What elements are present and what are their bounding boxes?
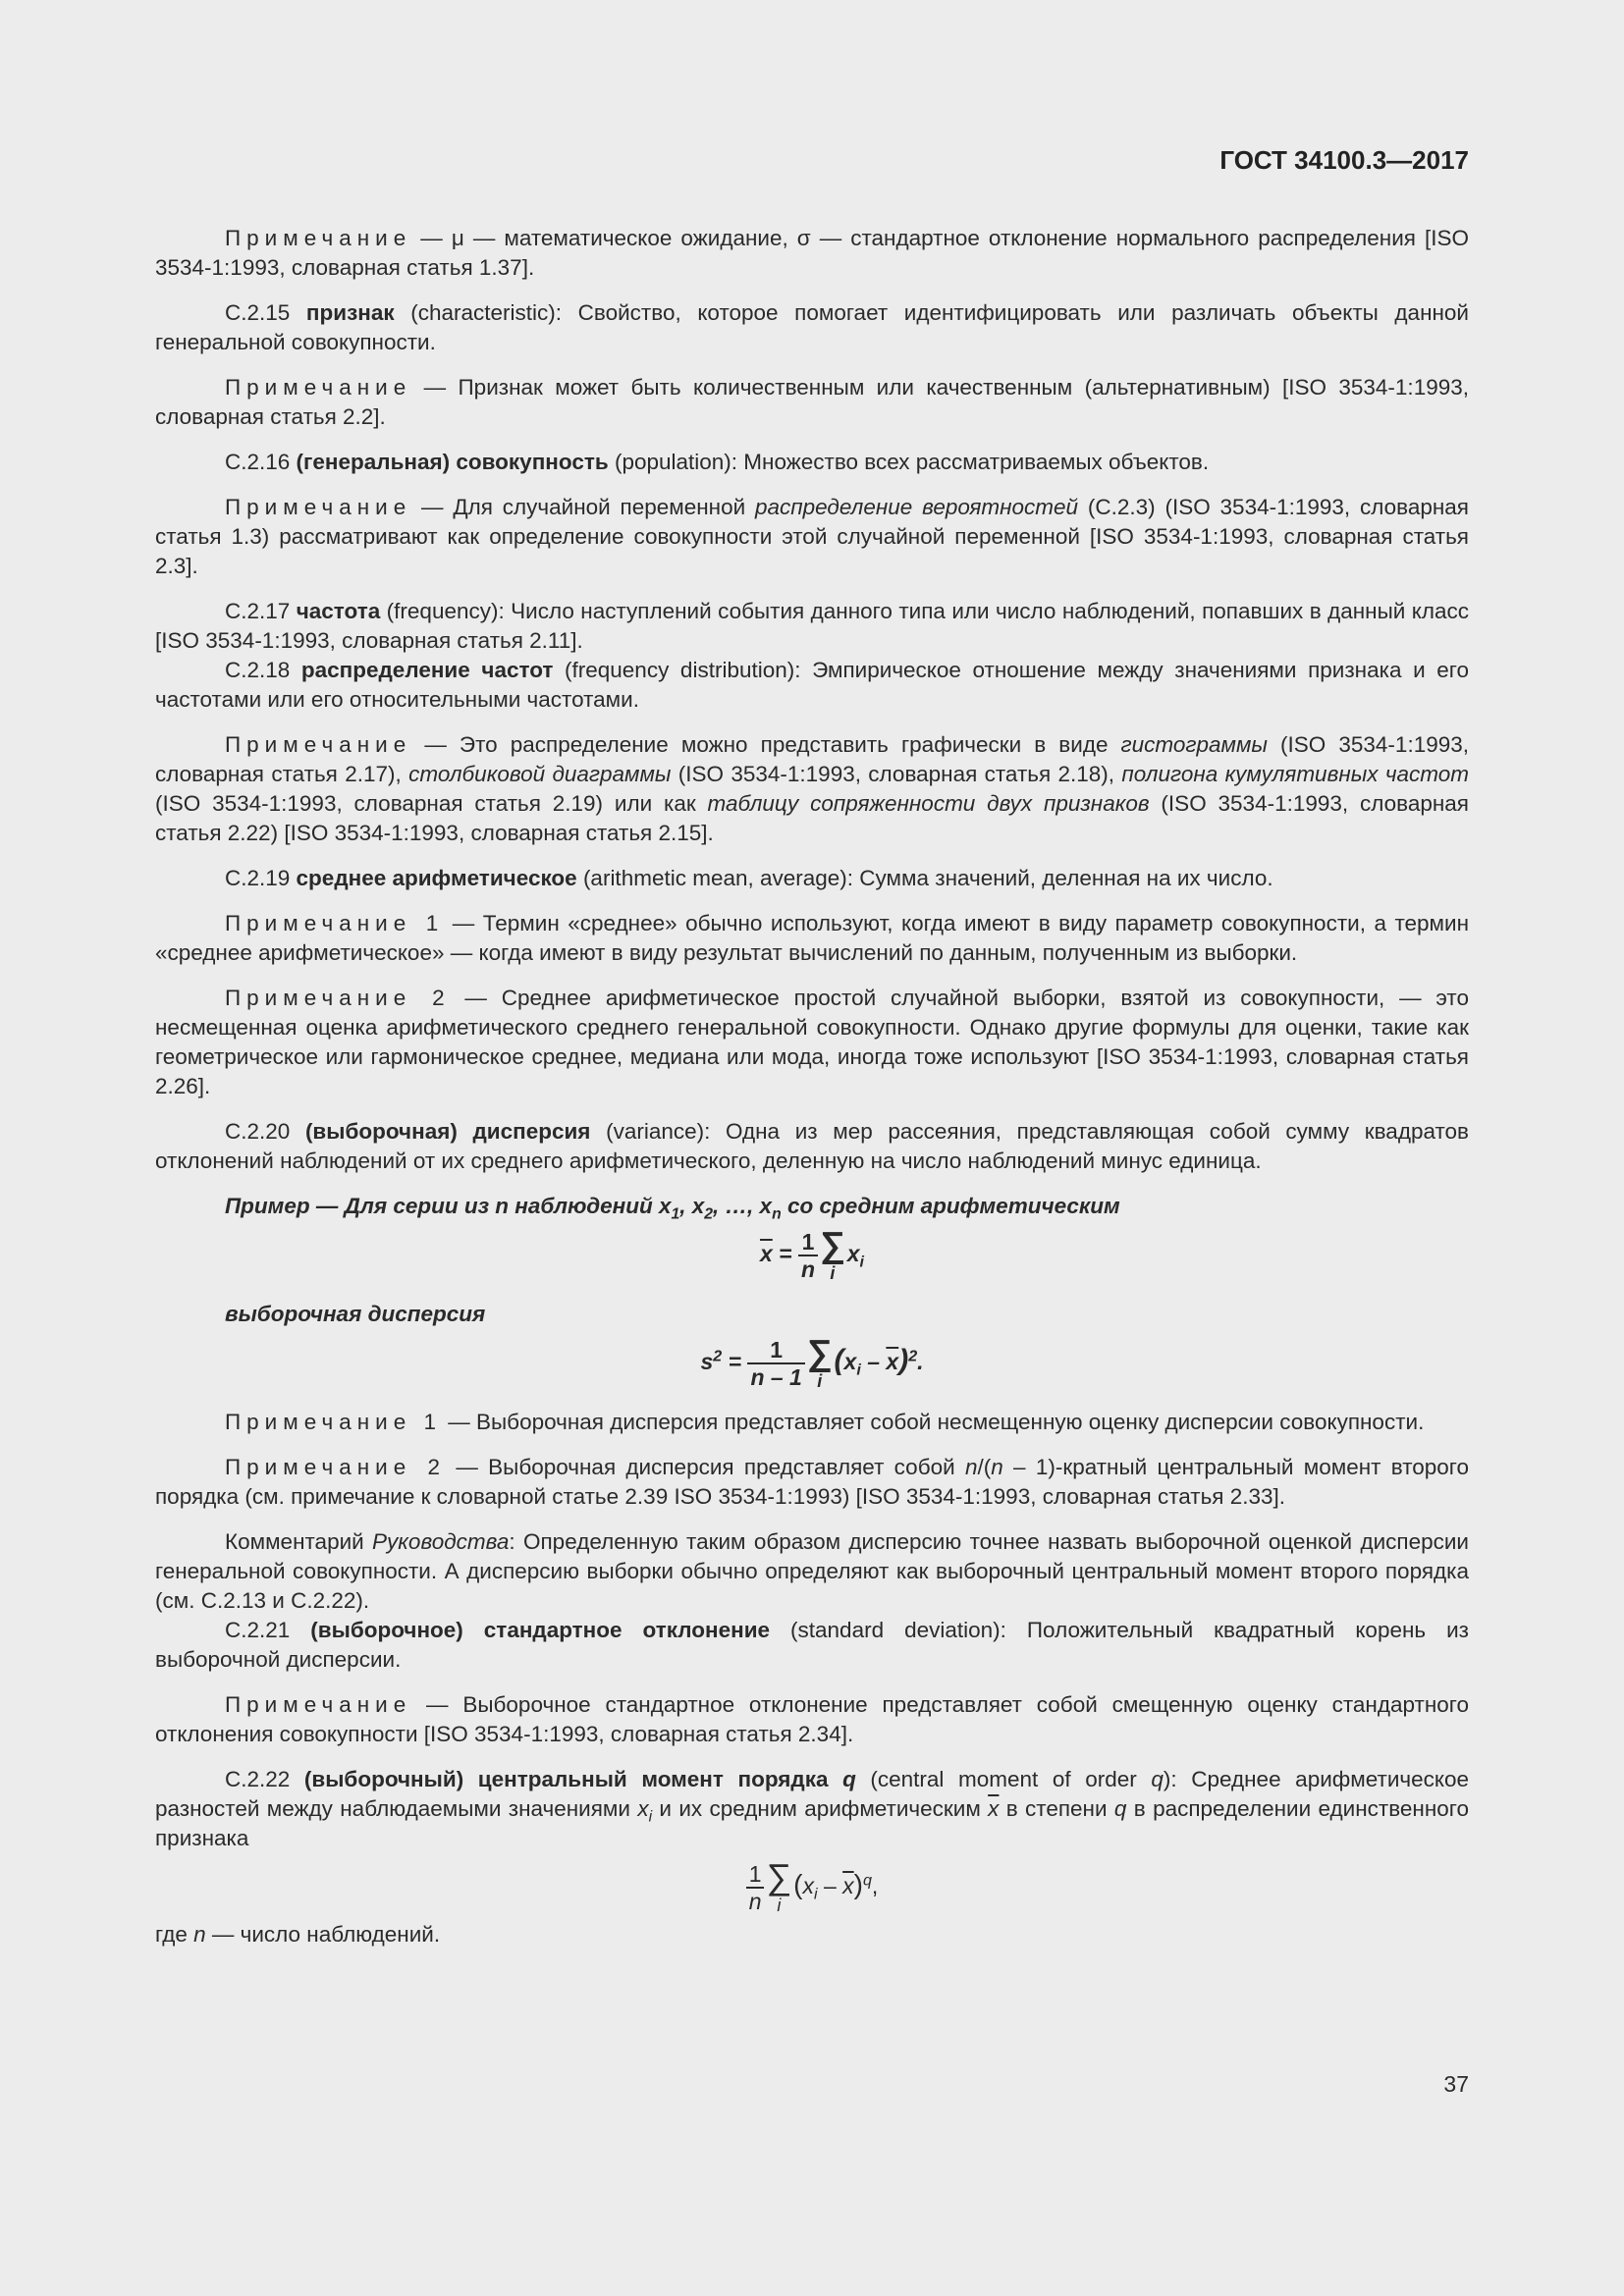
definition-c222: С.2.22 (выборочный) центральный момент порядка q (central moment of order q): Среднее арифметическое разностей между наблюдаемыми значениями $x_i$ и их средним арифметическим $\overline{x}$ в степени q в распределении единственного признака (155, 1767, 1470, 1850)
note-paragraph: Примечание 1 — Термин «среднее» обычно используют, когда имеют в виду параметр совокупности, а термин «среднее арифметическое» — когда имеют в виду результат вычислений по данным, полученным из выборки. (155, 911, 1470, 965)
note-paragraph: Примечание — Выборочное стандартное отклонение представляет собой смещенную оценку стандартного отклонения совокупности [ISO 3534-1:1993, словарная статья 2.34]. (155, 1692, 1469, 1746)
definition-c216: С.2.16 (генеральная) совокупность (population): Множество всех рассматриваемых объектов. (225, 450, 1210, 474)
definition-c220: С.2.20 (выборочная) дисперсия (variance): Одна из мер рассеяния, представляющая собой сумму квадратов отклонений наблюдений от их среднего арифметического, деленную на число наблюдений минус единица. (155, 1119, 1469, 1173)
definition-c221: С.2.21 (выборочное) стандартное отклонение (standard deviation): Положительный квадратный корень из выборочной дисперсии. (155, 1618, 1469, 1672)
example-variance-label: выборочная дисперсия (225, 1302, 486, 1326)
note-paragraph: Примечание 1 — Выборочная дисперсия представляет собой несмещенную оценку дисперсии совокупности. (225, 1410, 1425, 1434)
definition-c215: С.2.15 признак (characteristic): Свойство, которое помогает идентифицировать или различать объекты данной генеральной совокупности. (155, 300, 1469, 354)
note-paragraph: Примечание — Для случайной переменной распределение вероятностей (С.2.3) (ISO 3534-1:1993, словарная статья 1.3) рассматривают как определение совокупности этой случайной переменной [ISO 3534-1:1993, словарная статья 2.3]. (155, 495, 1469, 578)
definition-c217: С.2.17 частота (frequency): Число наступлений события данного типа или число наблюдений, попавших в данный класс [ISO 3534-1:1993, словарная статья 2.11]. (155, 599, 1469, 653)
note-paragraph: Примечание — Признак может быть количественным или качественным (альтернативным) [ISO 3534-1:1993, словарная статья 2.2]. (155, 375, 1469, 429)
example-intro: Пример — Для серии из n наблюдений $x_1$, $x_2$, …, $x_n$ со средним арифметическим (225, 1194, 1120, 1223)
mean-formula: $\overline{x}$ = $\frac{1}{n}$ ∑ i $x_i$ (759, 1224, 865, 1283)
where-clause: где n — число наблюдений. (155, 1922, 441, 1947)
guide-comment: Комментарий Руководства: Определенную таким образом дисперсию точнее назвать выборочной оценкой дисперсии генеральной совокупности. А дисперсию выборки обычно определяют как выборочный центральный момент второго порядка (см. С.2.13 и С.2.22). (155, 1529, 1469, 1613)
variance-formula: $s^2$ = $\frac{1}{n - 1}$ ∑ i $(x_i - \overline{x})^2$. (700, 1332, 924, 1391)
note-paragraph: Примечание — Это распределение можно представить графически в виде гистограммы (ISO 3534-1:1993, словарная статья 2.17), столбиковой диаграммы (ISO 3534-1:1993, словарная статья 2.18), полигона кумулятивных частот (ISO 3534-1:1993, словарная статья 2.19) или как таблицу сопряженности двух признаков (ISO 3534-1:1993, словарная статья 2.22) [ISO 3534-1:1993, словарная статья 2.15]. (155, 732, 1469, 845)
note-paragraph: Примечание 2 — Выборочная дисперсия представляет собой n/(n – 1)-кратный центральный момент второго порядка (см. примечание к словарной статье 2.39 ISO 3534-1:1993) [ISO 3534-1:1993, словарная статья 2.33]. (155, 1455, 1470, 1509)
central-moment-formula: $\frac{1}{n}$ ∑ i $(x_i - \overline{x})^q$, (155, 1859, 1469, 1916)
document-code: ГОСТ 34100.3—2017 (1219, 145, 1469, 175)
definition-c218: С.2.18 распределение частот (frequency distribution): Эмпирическое отношение между значениями признака и его частотами или его относительными частотами. (155, 658, 1469, 712)
document-body (155, 224, 1469, 1965)
note-paragraph: Примечание 2 — Среднее арифметическое простой случайной выборки, взятой из совокупности, — это несмещенная оценка арифметического среднего генеральной совокупности. Однако другие формулы для оценки, такие как геометрическое или гармоническое среднее, медиана или мода, иногда тоже используют [ISO 3534-1:1993, словарная статья 2.26]. (155, 986, 1469, 1098)
definition-c219: С.2.19 среднее арифметическое (arithmetic mean, average): Сумма значений, деленная на их число. (225, 866, 1273, 890)
note-paragraph: Примечание — μ — математическое ожидание, σ — стандартное отклонение нормального распределения [ISO 3534-1:1993, словарная статья 1.37]. (155, 226, 1469, 280)
page-number: 37 (1443, 2071, 1469, 2097)
